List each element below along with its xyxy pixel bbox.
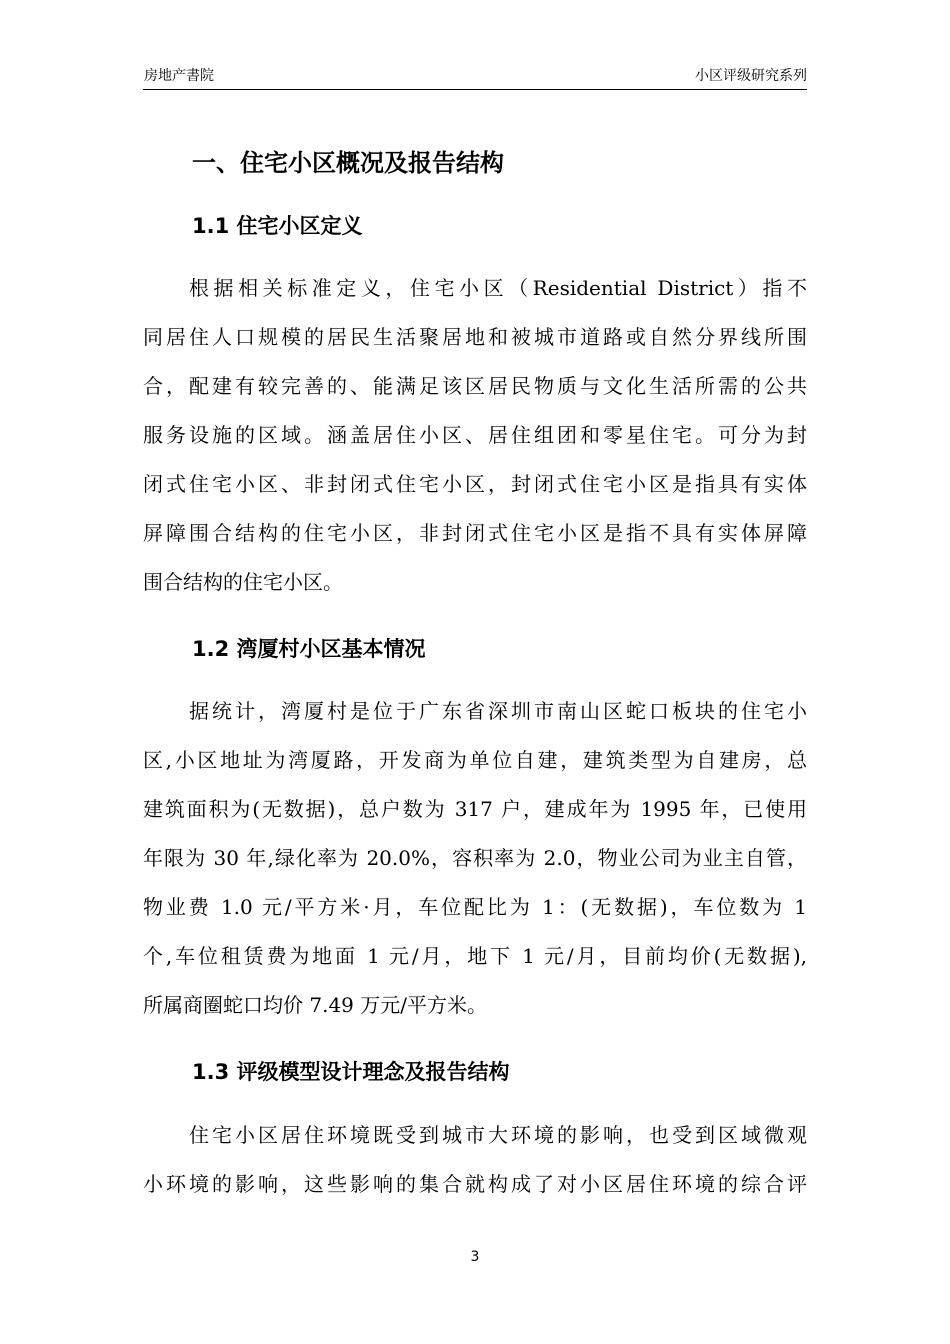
paragraph-line: 服务设施的区域。涵盖居住小区、居住组团和零星住宅。可分为封	[143, 423, 807, 447]
paragraph-line: 小环境的影响，这些影响的集合就构成了对小区居住环境的综合评	[143, 1172, 807, 1196]
paragraph-basic-info	[143, 687, 807, 1030]
paragraph-line: 据统计，湾厦村是位于广东省深圳市南山区蛇口板块的住宅小	[189, 699, 807, 723]
paragraph-line: 合，配建有较完善的、能满足该区居民物质与文化生活所需的公共	[143, 374, 807, 398]
paragraph-definition	[143, 264, 807, 607]
subsection-heading-1-2: 1.2 湾厦村小区基本情况	[192, 637, 426, 661]
header-divider	[143, 89, 807, 90]
subsection-heading-1-3: 1.3 评级模型设计理念及报告结构	[192, 1060, 510, 1084]
paragraph-line: 年限为 30 年,绿化率为 20.0%，容积率为 2.0，物业公司为业主自管，	[143, 846, 807, 870]
paragraph-line: 个,车位租赁费为地面 1 元/月，地下 1 元/月，目前均价(无数据),	[143, 944, 807, 968]
paragraph-line: 根据相关标准定义，住宅小区（Residential District）指不	[189, 276, 807, 300]
paragraph-line: 闭式住宅小区、非封闭式住宅小区，封闭式住宅小区是指具有实体	[143, 472, 807, 496]
section-title: 一、住宅小区概况及报告结构	[192, 149, 504, 177]
paragraph-line: 围合结构的住宅小区。	[143, 570, 343, 594]
paragraph-line: 屏障围合结构的住宅小区，非封闭式住宅小区是指不具有实体屏障	[143, 521, 807, 545]
subsection-heading-1-1: 1.1 住宅小区定义	[192, 214, 363, 238]
paragraph-line: 区,小区地址为湾厦路，开发商为单位自建，建筑类型为自建房，总	[143, 748, 807, 772]
paragraph-line: 所属商圈蛇口均价 7.49 万元/平方米。	[143, 993, 487, 1017]
paragraph-line: 建筑面积为(无数据)，总户数为 317 户，建成年为 1995 年，已使用	[143, 797, 807, 821]
paragraph-line: 物业费 1.0 元/平方米·月，车位配比为 1：(无数据)，车位数为 1	[143, 895, 807, 919]
page-number: 3	[470, 1249, 480, 1265]
paragraph-line: 同居住人口规模的居民生活聚居地和被城市道路或自然分界线所围	[143, 325, 807, 349]
paragraph-line: 住宅小区居住环境既受到城市大环境的影响，也受到区域微观	[189, 1123, 807, 1147]
header-left-title: 房地产書院	[144, 68, 214, 84]
header-right-title: 小区评级研究系列	[695, 68, 807, 84]
paragraph-model-design	[143, 1111, 807, 1209]
